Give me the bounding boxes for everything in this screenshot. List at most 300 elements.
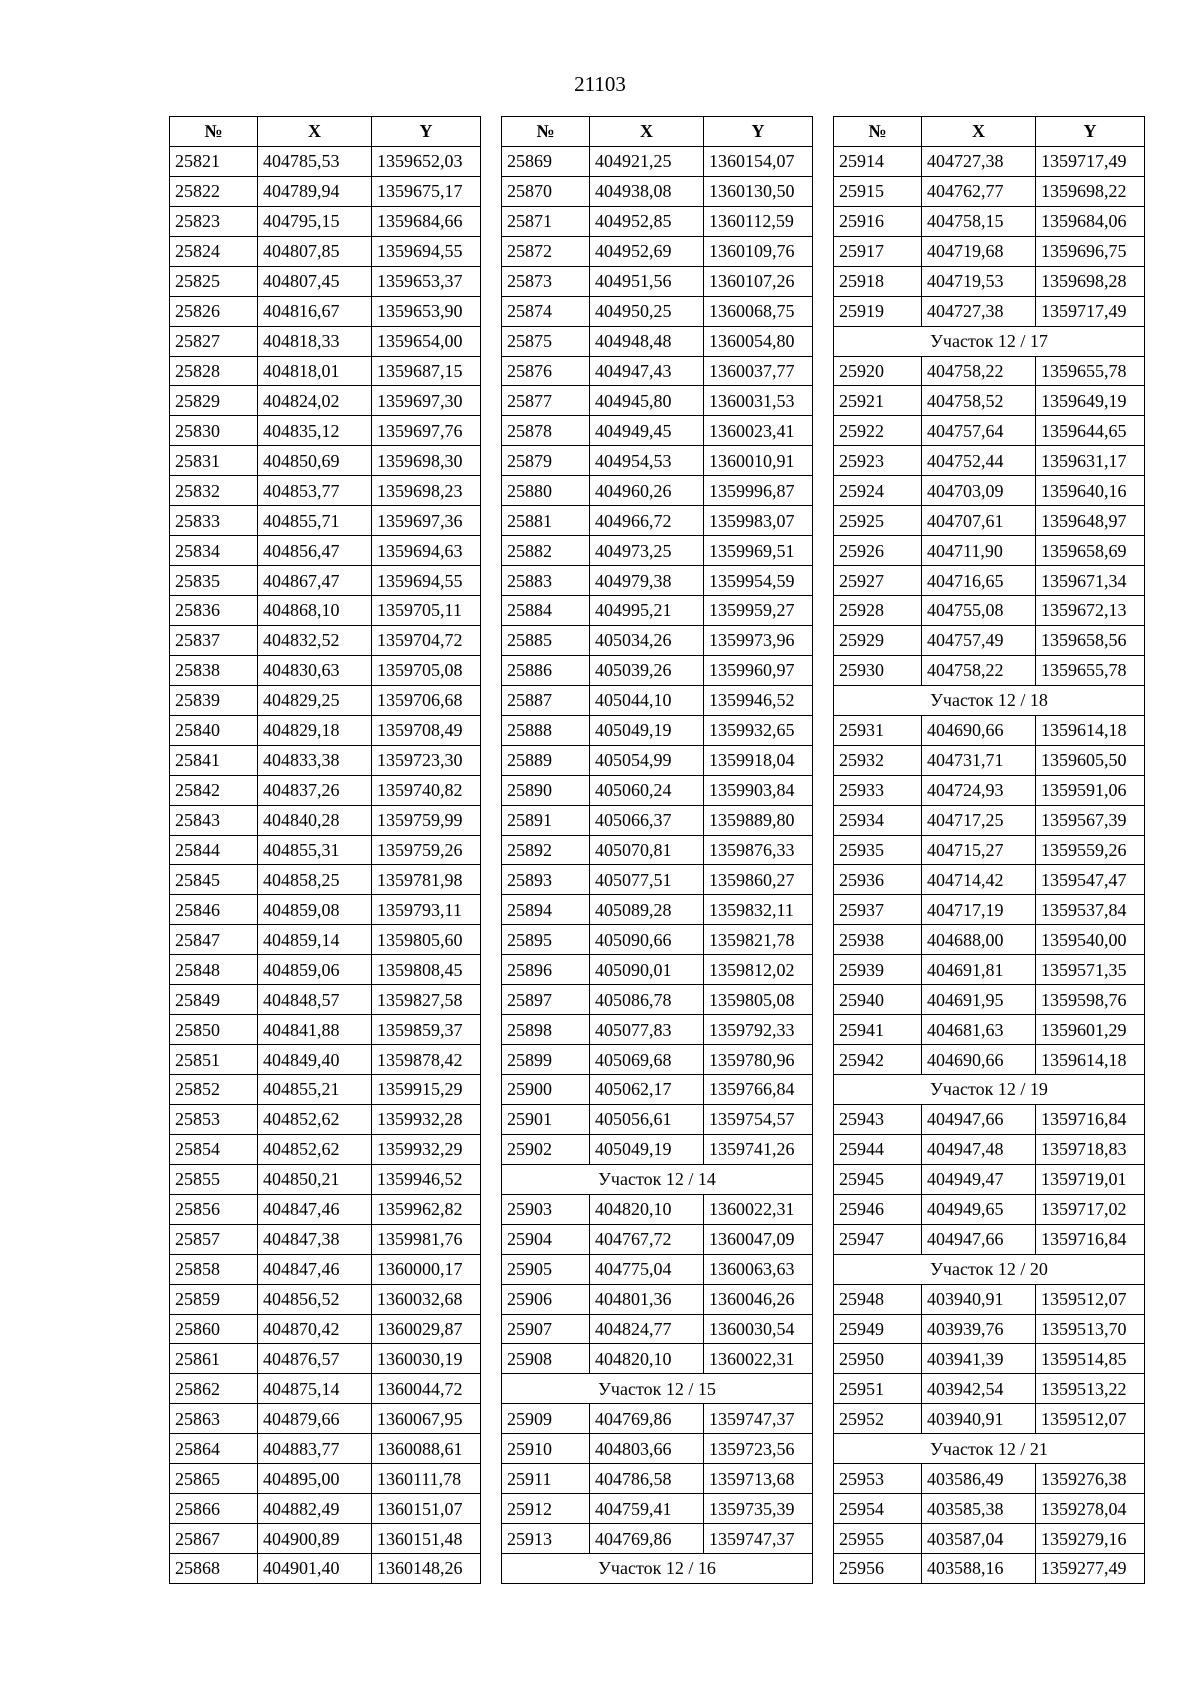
point-number-cell: 25883	[502, 566, 590, 596]
y-coordinate-cell: 1359598,76	[1036, 985, 1145, 1015]
table-row	[502, 1254, 813, 1284]
point-number-cell: 25938	[834, 925, 922, 955]
x-coordinate-cell: 404859,14	[258, 925, 372, 955]
y-coordinate-cell: 1359278,04	[1036, 1494, 1145, 1524]
point-number-cell: 25895	[502, 925, 590, 955]
point-number-cell: 25906	[502, 1284, 590, 1314]
point-number-cell: 25924	[834, 476, 922, 506]
x-coordinate-cell: 405089,28	[590, 895, 704, 925]
x-coordinate-cell: 404901,40	[258, 1554, 372, 1584]
point-number-cell: 25850	[170, 1015, 258, 1045]
table-row	[170, 146, 481, 176]
table-row	[834, 805, 1145, 835]
table-row	[502, 146, 813, 176]
x-coordinate-cell: 404947,66	[922, 1104, 1036, 1134]
table-header-row	[834, 117, 1145, 147]
table-row	[834, 536, 1145, 566]
y-coordinate-cell: 1359903,84	[704, 775, 813, 805]
section-label: Участок 12 / 14	[502, 1164, 813, 1194]
x-coordinate-cell: 404690,66	[922, 715, 1036, 745]
table-row	[834, 1344, 1145, 1374]
y-coordinate-cell: 1359983,07	[704, 506, 813, 536]
point-number-cell: 25867	[170, 1524, 258, 1554]
x-coordinate-cell: 404775,04	[590, 1254, 704, 1284]
table-row	[502, 1284, 813, 1314]
point-number-cell: 25846	[170, 895, 258, 925]
point-number-cell: 25855	[170, 1164, 258, 1194]
point-number-cell: 25862	[170, 1374, 258, 1404]
point-number-cell: 25937	[834, 895, 922, 925]
y-coordinate-cell: 1360029,87	[372, 1314, 481, 1344]
x-coordinate-cell: 404949,65	[922, 1194, 1036, 1224]
y-coordinate-cell: 1359860,27	[704, 865, 813, 895]
table-row	[170, 775, 481, 805]
table-row	[170, 326, 481, 356]
x-coordinate-cell: 404731,71	[922, 745, 1036, 775]
y-coordinate-cell: 1359741,26	[704, 1134, 813, 1164]
x-coordinate-cell: 405049,19	[590, 1134, 704, 1164]
y-coordinate-cell: 1359512,07	[1036, 1284, 1145, 1314]
y-coordinate-cell: 1360067,95	[372, 1404, 481, 1434]
point-number-cell: 25911	[502, 1464, 590, 1494]
x-coordinate-cell: 404830,63	[258, 655, 372, 685]
point-number-cell: 25918	[834, 266, 922, 296]
x-coordinate-cell: 404947,66	[922, 1224, 1036, 1254]
x-coordinate-cell: 405044,10	[590, 685, 704, 715]
table-row	[170, 1254, 481, 1284]
point-number-cell: 25916	[834, 206, 922, 236]
y-coordinate-cell: 1359694,63	[372, 536, 481, 566]
y-coordinate-cell: 1359654,00	[372, 326, 481, 356]
x-coordinate-cell: 404703,09	[922, 476, 1036, 506]
y-coordinate-cell: 1359717,49	[1036, 296, 1145, 326]
point-number-cell: 25838	[170, 655, 258, 685]
point-number-cell: 25856	[170, 1194, 258, 1224]
table-row	[502, 895, 813, 925]
x-coordinate-cell: 404966,72	[590, 506, 704, 536]
point-number-cell: 25826	[170, 296, 258, 326]
x-coordinate-cell: 404758,22	[922, 655, 1036, 685]
y-coordinate-cell: 1359827,58	[372, 985, 481, 1015]
x-coordinate-cell: 404856,47	[258, 536, 372, 566]
y-coordinate-cell: 1360047,09	[704, 1224, 813, 1254]
x-coordinate-cell: 404818,33	[258, 326, 372, 356]
table-row	[170, 865, 481, 895]
table-row	[834, 1224, 1145, 1254]
y-coordinate-cell: 1360112,59	[704, 206, 813, 236]
x-coordinate-cell: 404690,66	[922, 1045, 1036, 1075]
y-coordinate-cell: 1359716,84	[1036, 1224, 1145, 1254]
table-row	[834, 356, 1145, 386]
page-number: 21103	[574, 72, 626, 96]
y-coordinate-cell: 1359759,99	[372, 805, 481, 835]
x-coordinate-cell: 405054,99	[590, 745, 704, 775]
point-number-cell: 25934	[834, 805, 922, 835]
x-coordinate-cell: 404719,68	[922, 236, 1036, 266]
table-row	[170, 1134, 481, 1164]
y-coordinate-cell: 1359547,47	[1036, 865, 1145, 895]
point-number-cell: 25851	[170, 1045, 258, 1075]
x-coordinate-cell: 404769,86	[590, 1404, 704, 1434]
point-number-cell: 25935	[834, 835, 922, 865]
table-row	[170, 206, 481, 236]
point-number-cell: 25845	[170, 865, 258, 895]
y-coordinate-cell: 1359697,30	[372, 386, 481, 416]
section-row	[502, 1554, 813, 1584]
point-number-cell: 25904	[502, 1224, 590, 1254]
table-row	[834, 266, 1145, 296]
x-coordinate-cell: 404719,53	[922, 266, 1036, 296]
x-coordinate-cell: 405090,01	[590, 955, 704, 985]
point-number-cell: 25869	[502, 146, 590, 176]
table-header-row	[502, 117, 813, 147]
point-number-cell: 25821	[170, 146, 258, 176]
point-number-cell: 25928	[834, 596, 922, 626]
point-number-cell: 25823	[170, 206, 258, 236]
y-coordinate-cell: 1359652,03	[372, 146, 481, 176]
y-coordinate-cell: 1360151,07	[372, 1494, 481, 1524]
y-coordinate-cell: 1359698,22	[1036, 176, 1145, 206]
table-row	[834, 1015, 1145, 1045]
y-coordinate-cell: 1359708,49	[372, 715, 481, 745]
header-number: №	[834, 117, 922, 147]
header-y: Y	[372, 117, 481, 147]
y-coordinate-cell: 1359687,15	[372, 356, 481, 386]
point-number-cell: 25903	[502, 1194, 590, 1224]
point-number-cell: 25955	[834, 1524, 922, 1554]
point-number-cell: 25922	[834, 416, 922, 446]
table-row	[834, 1104, 1145, 1134]
point-number-cell: 25849	[170, 985, 258, 1015]
section-label: Участок 12 / 15	[502, 1374, 813, 1404]
x-coordinate-cell: 404824,77	[590, 1314, 704, 1344]
table-row	[170, 416, 481, 446]
x-coordinate-cell: 404858,25	[258, 865, 372, 895]
point-number-cell: 25858	[170, 1254, 258, 1284]
y-coordinate-cell: 1359792,33	[704, 1015, 813, 1045]
y-coordinate-cell: 1359960,97	[704, 655, 813, 685]
table-row	[502, 506, 813, 536]
y-coordinate-cell: 1360068,75	[704, 296, 813, 326]
y-coordinate-cell: 1359698,30	[372, 446, 481, 476]
x-coordinate-cell: 404949,45	[590, 416, 704, 446]
point-number-cell: 25887	[502, 685, 590, 715]
x-coordinate-cell: 404850,21	[258, 1164, 372, 1194]
x-coordinate-cell: 404960,26	[590, 476, 704, 506]
y-coordinate-cell: 1359614,18	[1036, 715, 1145, 745]
y-coordinate-cell: 1359512,07	[1036, 1404, 1145, 1434]
y-coordinate-cell: 1359675,17	[372, 176, 481, 206]
table-row	[834, 895, 1145, 925]
y-coordinate-cell: 1359946,52	[372, 1164, 481, 1194]
point-number-cell: 25882	[502, 536, 590, 566]
point-number-cell: 25908	[502, 1344, 590, 1374]
table-row	[170, 955, 481, 985]
table-row	[170, 1284, 481, 1314]
x-coordinate-cell: 405056,61	[590, 1104, 704, 1134]
x-coordinate-cell: 404855,71	[258, 506, 372, 536]
section-row	[834, 1434, 1145, 1464]
coordinates-table-3	[833, 116, 1145, 1584]
y-coordinate-cell: 1359981,76	[372, 1224, 481, 1254]
x-coordinate-cell: 405060,24	[590, 775, 704, 805]
point-number-cell: 25890	[502, 775, 590, 805]
y-coordinate-cell: 1359962,82	[372, 1194, 481, 1224]
table-row	[170, 176, 481, 206]
x-coordinate-cell: 404859,06	[258, 955, 372, 985]
point-number-cell: 25881	[502, 506, 590, 536]
table-row	[170, 1314, 481, 1344]
point-number-cell: 25825	[170, 266, 258, 296]
y-coordinate-cell: 1359653,90	[372, 296, 481, 326]
table-row	[834, 955, 1145, 985]
table-row	[502, 655, 813, 685]
y-coordinate-cell: 1359876,33	[704, 835, 813, 865]
table-row	[170, 566, 481, 596]
y-coordinate-cell: 1359513,22	[1036, 1374, 1145, 1404]
section-row	[834, 1075, 1145, 1105]
x-coordinate-cell: 404949,47	[922, 1164, 1036, 1194]
table-row	[834, 835, 1145, 865]
x-coordinate-cell: 403586,49	[922, 1464, 1036, 1494]
y-coordinate-cell: 1359832,11	[704, 895, 813, 925]
x-coordinate-cell: 404767,72	[590, 1224, 704, 1254]
y-coordinate-cell: 1360148,26	[372, 1554, 481, 1584]
table-row	[170, 1164, 481, 1194]
x-coordinate-cell: 404691,81	[922, 955, 1036, 985]
table-row	[170, 236, 481, 266]
table-row	[834, 625, 1145, 655]
y-coordinate-cell: 1359640,16	[1036, 476, 1145, 506]
x-coordinate-cell: 404856,52	[258, 1284, 372, 1314]
point-number-cell: 25921	[834, 386, 922, 416]
y-coordinate-cell: 1360031,53	[704, 386, 813, 416]
section-row	[502, 1374, 813, 1404]
y-coordinate-cell: 1359648,97	[1036, 506, 1145, 536]
y-coordinate-cell: 1359694,55	[372, 566, 481, 596]
x-coordinate-cell: 404868,10	[258, 596, 372, 626]
y-coordinate-cell: 1359655,78	[1036, 655, 1145, 685]
y-coordinate-cell: 1360044,72	[372, 1374, 481, 1404]
y-coordinate-cell: 1359766,84	[704, 1075, 813, 1105]
y-coordinate-cell: 1359878,42	[372, 1045, 481, 1075]
x-coordinate-cell: 404852,62	[258, 1134, 372, 1164]
table-row	[170, 1075, 481, 1105]
y-coordinate-cell: 1360151,48	[372, 1524, 481, 1554]
y-coordinate-cell: 1359808,45	[372, 955, 481, 985]
table-row	[170, 985, 481, 1015]
x-coordinate-cell: 404853,77	[258, 476, 372, 506]
y-coordinate-cell: 1359932,65	[704, 715, 813, 745]
x-coordinate-cell: 404714,42	[922, 865, 1036, 895]
y-coordinate-cell: 1360030,54	[704, 1314, 813, 1344]
point-number-cell: 25953	[834, 1464, 922, 1494]
x-coordinate-cell: 404727,38	[922, 146, 1036, 176]
point-number-cell: 25897	[502, 985, 590, 1015]
table-row	[502, 416, 813, 446]
y-coordinate-cell: 1359805,60	[372, 925, 481, 955]
point-number-cell: 25920	[834, 356, 922, 386]
x-coordinate-cell: 404795,15	[258, 206, 372, 236]
table-row	[502, 1224, 813, 1254]
point-number-cell: 25956	[834, 1554, 922, 1584]
point-number-cell: 25879	[502, 446, 590, 476]
point-number-cell: 25923	[834, 446, 922, 476]
table-row	[834, 596, 1145, 626]
coordinates-table-2	[501, 116, 813, 1584]
x-coordinate-cell: 404835,12	[258, 416, 372, 446]
point-number-cell: 25852	[170, 1075, 258, 1105]
x-coordinate-cell: 405069,68	[590, 1045, 704, 1075]
x-coordinate-cell: 404807,45	[258, 266, 372, 296]
table-row	[502, 326, 813, 356]
y-coordinate-cell: 1359717,49	[1036, 146, 1145, 176]
table-row	[502, 1104, 813, 1134]
x-coordinate-cell: 404832,52	[258, 625, 372, 655]
point-number-cell: 25886	[502, 655, 590, 685]
point-number-cell: 25899	[502, 1045, 590, 1075]
table-row	[170, 835, 481, 865]
x-coordinate-cell: 404715,27	[922, 835, 1036, 865]
y-coordinate-cell: 1359969,51	[704, 536, 813, 566]
point-number-cell: 25894	[502, 895, 590, 925]
point-number-cell: 25885	[502, 625, 590, 655]
table-row	[502, 805, 813, 835]
x-coordinate-cell: 404900,89	[258, 1524, 372, 1554]
y-coordinate-cell: 1360010,91	[704, 446, 813, 476]
x-coordinate-cell: 404895,00	[258, 1464, 372, 1494]
point-number-cell: 25828	[170, 356, 258, 386]
y-coordinate-cell: 1359513,70	[1036, 1314, 1145, 1344]
table-row	[834, 146, 1145, 176]
y-coordinate-cell: 1359605,50	[1036, 745, 1145, 775]
point-number-cell: 25827	[170, 326, 258, 356]
x-coordinate-cell: 404847,46	[258, 1254, 372, 1284]
y-coordinate-cell: 1359719,01	[1036, 1164, 1145, 1194]
x-coordinate-cell: 404995,21	[590, 596, 704, 626]
point-number-cell: 25833	[170, 506, 258, 536]
x-coordinate-cell: 404852,62	[258, 1104, 372, 1134]
point-number-cell: 25861	[170, 1344, 258, 1374]
y-coordinate-cell: 1360154,07	[704, 146, 813, 176]
point-number-cell: 25836	[170, 596, 258, 626]
x-coordinate-cell: 403940,91	[922, 1284, 1036, 1314]
table-row	[170, 715, 481, 745]
table-row	[834, 506, 1145, 536]
x-coordinate-cell: 404833,38	[258, 745, 372, 775]
x-coordinate-cell: 405077,51	[590, 865, 704, 895]
x-coordinate-cell: 404759,41	[590, 1494, 704, 1524]
section-row	[502, 1164, 813, 1194]
x-coordinate-cell: 404840,28	[258, 805, 372, 835]
point-number-cell: 25951	[834, 1374, 922, 1404]
table-row	[502, 1134, 813, 1164]
point-number-cell: 25824	[170, 236, 258, 266]
header-y: Y	[704, 117, 813, 147]
x-coordinate-cell: 404952,69	[590, 236, 704, 266]
y-coordinate-cell: 1359614,18	[1036, 1045, 1145, 1075]
y-coordinate-cell: 1359705,11	[372, 596, 481, 626]
x-coordinate-cell: 403588,16	[922, 1554, 1036, 1584]
point-number-cell: 25913	[502, 1524, 590, 1554]
table-row	[170, 386, 481, 416]
x-coordinate-cell: 404847,38	[258, 1224, 372, 1254]
x-coordinate-cell: 404801,36	[590, 1284, 704, 1314]
table-row	[834, 476, 1145, 506]
table-row	[834, 296, 1145, 326]
point-number-cell: 25952	[834, 1404, 922, 1434]
y-coordinate-cell: 1359946,52	[704, 685, 813, 715]
point-number-cell: 25898	[502, 1015, 590, 1045]
x-coordinate-cell: 404816,67	[258, 296, 372, 326]
table-row	[834, 416, 1145, 446]
y-coordinate-cell: 1359694,55	[372, 236, 481, 266]
point-number-cell: 25842	[170, 775, 258, 805]
x-coordinate-cell: 405034,26	[590, 625, 704, 655]
header-number: №	[170, 117, 258, 147]
y-coordinate-cell: 1359747,37	[704, 1524, 813, 1554]
y-coordinate-cell: 1359716,84	[1036, 1104, 1145, 1134]
x-coordinate-cell: 404724,93	[922, 775, 1036, 805]
x-coordinate-cell: 404789,94	[258, 176, 372, 206]
x-coordinate-cell: 404948,48	[590, 326, 704, 356]
table-row	[502, 1494, 813, 1524]
table-row	[170, 805, 481, 835]
point-number-cell: 25847	[170, 925, 258, 955]
x-coordinate-cell: 404979,38	[590, 566, 704, 596]
y-coordinate-cell: 1359735,39	[704, 1494, 813, 1524]
point-number-cell: 25950	[834, 1344, 922, 1374]
x-coordinate-cell: 404829,18	[258, 715, 372, 745]
point-number-cell: 25822	[170, 176, 258, 206]
table-row	[502, 865, 813, 895]
table-row	[170, 1104, 481, 1134]
x-coordinate-cell: 404921,25	[590, 146, 704, 176]
table-row	[834, 1194, 1145, 1224]
table-row	[834, 1554, 1145, 1584]
point-number-cell: 25925	[834, 506, 922, 536]
point-number-cell: 25936	[834, 865, 922, 895]
point-number-cell: 25860	[170, 1314, 258, 1344]
y-coordinate-cell: 1359684,66	[372, 206, 481, 236]
x-coordinate-cell: 404855,21	[258, 1075, 372, 1105]
table-row	[502, 446, 813, 476]
x-coordinate-cell: 404762,77	[922, 176, 1036, 206]
y-coordinate-cell: 1360030,19	[372, 1344, 481, 1374]
header-number: №	[502, 117, 590, 147]
header-x: X	[258, 117, 372, 147]
table-row	[170, 1554, 481, 1584]
x-coordinate-cell: 405049,19	[590, 715, 704, 745]
section-label: Участок 12 / 19	[834, 1075, 1145, 1105]
point-number-cell: 25843	[170, 805, 258, 835]
table-row	[834, 446, 1145, 476]
x-coordinate-cell: 404818,01	[258, 356, 372, 386]
y-coordinate-cell: 1360022,31	[704, 1194, 813, 1224]
x-coordinate-cell: 404875,14	[258, 1374, 372, 1404]
point-number-cell: 25874	[502, 296, 590, 326]
section-label: Участок 12 / 21	[834, 1434, 1145, 1464]
y-coordinate-cell: 1359996,87	[704, 476, 813, 506]
x-coordinate-cell: 404855,31	[258, 835, 372, 865]
table-row	[502, 386, 813, 416]
table-row	[502, 206, 813, 236]
point-number-cell: 25891	[502, 805, 590, 835]
x-coordinate-cell: 405070,81	[590, 835, 704, 865]
y-coordinate-cell: 1360088,61	[372, 1434, 481, 1464]
point-number-cell: 25926	[834, 536, 922, 566]
y-coordinate-cell: 1359780,96	[704, 1045, 813, 1075]
